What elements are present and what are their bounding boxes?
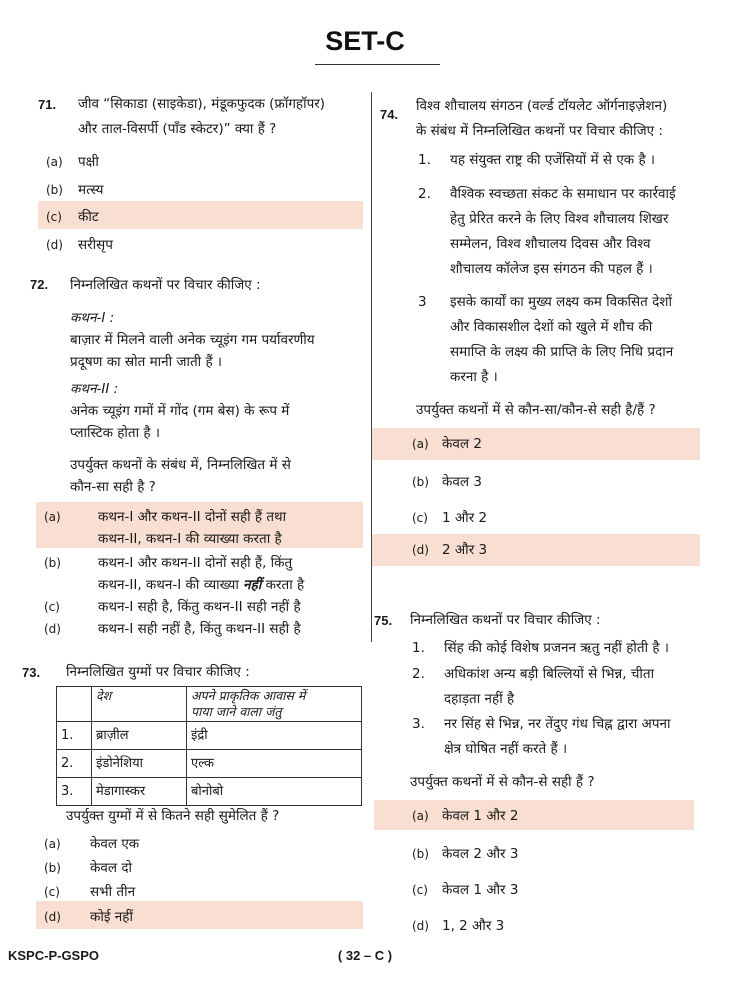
option-label: (a) <box>46 155 63 169</box>
statement-line: प्रदूषण का स्रोत मानी जाती हैं । <box>70 354 223 370</box>
question-number: 72. <box>30 277 49 292</box>
option-label: (a) <box>44 510 61 524</box>
question-ask <box>70 454 363 498</box>
header-line: पाया जाने वाला जंतु <box>191 704 282 719</box>
option-text: 1, 2 और 3 <box>442 918 505 934</box>
ask-line: उपर्युक्त कथनों में से कौन-सा/कौन-से सही है/हैं ? <box>416 402 656 418</box>
statement-number: 3. <box>412 716 425 732</box>
question-72 <box>30 274 363 637</box>
option-label: (c) <box>412 511 428 525</box>
statement-text <box>444 636 710 661</box>
statement-number: 1. <box>412 640 425 656</box>
statement-line: अनेक च्यूइंग गमों में गोंद (गम बेस) के रूप में <box>70 403 290 419</box>
row-animal: बोनोबो <box>187 778 362 806</box>
statement-title: कथन-I : <box>70 310 115 326</box>
option-text: 2 और 3 <box>442 542 488 558</box>
statement-line: समाप्ति के लक्ष्य की प्राप्ति के लिए निधि प्रदान <box>450 344 674 360</box>
row-animal: इंद्री <box>187 722 362 750</box>
row-num: 1. <box>57 722 92 750</box>
question-number: 75. <box>374 613 393 628</box>
option-b[interactable] <box>38 174 363 202</box>
option-label: (a) <box>44 837 61 851</box>
row-country: मेडागास्कर <box>92 778 187 806</box>
option-label: (d) <box>44 622 61 636</box>
option-text <box>98 506 286 550</box>
option-label: (b) <box>44 861 61 875</box>
ask-line: उपर्युक्त युग्मों में से कितने सही सुमेलित हैं ? <box>66 808 280 824</box>
option-text: केवल दो <box>90 860 132 876</box>
row-num: 3. <box>57 778 92 806</box>
question-73 <box>22 660 363 932</box>
question-number: 71. <box>38 97 57 112</box>
row-country: ब्राज़ील <box>92 722 187 750</box>
emphasis-nahin: नहीं <box>243 577 262 593</box>
table-header-animal <box>187 687 362 722</box>
statement-number: 3 <box>418 294 427 310</box>
statement-line: शौचालय कॉलेज इस संगठन की पहल हैं । <box>450 261 653 277</box>
question-stem <box>66 660 363 685</box>
option-text: केवल 1 और 3 <box>442 882 519 898</box>
option-text: सभी तीन <box>90 884 136 900</box>
option-text <box>98 552 304 596</box>
question-stem <box>70 274 363 296</box>
statement-line: प्लास्टिक होता है । <box>70 425 160 441</box>
ask-line: कौन-सा सही है ? <box>70 479 156 495</box>
page-title: SET-C <box>325 26 405 56</box>
option-a-highlighted[interactable] <box>372 428 700 460</box>
stem-line: निम्नलिखित कथनों पर विचार कीजिए : <box>410 612 601 628</box>
statement-line: यह संयुक्त राष्ट्र की एजेंसियों में से एक है । <box>450 152 656 168</box>
option-text: केवल एक <box>90 836 140 852</box>
statement-line: और विकासशील देशों को खुले में शौच की <box>450 319 653 335</box>
statement-number: 2. <box>412 666 425 682</box>
option-text: केवल 1 और 2 <box>442 808 519 824</box>
statement-1 <box>70 307 363 373</box>
pairs-table <box>56 686 362 806</box>
stem-line: और ताल-विसर्पी (पॉंड स्केटर)” क्या हैं ? <box>78 121 277 137</box>
statement-line: दहाड़ता नहीं है <box>444 691 515 707</box>
option-d-highlighted[interactable] <box>372 534 700 566</box>
statement-line: करना है । <box>450 369 498 385</box>
statement-text <box>444 712 710 762</box>
option-text: केवल 3 <box>442 474 482 490</box>
option-label: (b) <box>412 847 429 861</box>
stem-line: जीव “सिकाडा (साइकेडा), मंडूकफुदक (फ्रॉगहॉपर) <box>78 96 326 112</box>
statement-line: वैश्विक स्वच्छता संकट के समाधान पर कार्रवाई <box>450 186 676 202</box>
footer-code: KSPC-P-GSPO <box>8 948 100 963</box>
question-ask <box>416 398 710 423</box>
stem-line: निम्नलिखित युग्मों पर विचार कीजिए : <box>66 664 250 680</box>
option-text: पक्षी <box>78 154 99 170</box>
option-b[interactable] <box>374 838 710 866</box>
option-b[interactable] <box>380 466 710 494</box>
option-label: (d) <box>412 919 429 933</box>
statement-number: 1. <box>418 152 431 168</box>
option-c-highlighted[interactable] <box>38 201 363 229</box>
option-label: (c) <box>412 883 428 897</box>
statement-number: 2. <box>418 186 431 202</box>
question-75 <box>374 608 710 938</box>
option-line: कथन-I और कथन-II दोनों सही हैं तथा <box>98 509 287 525</box>
question-stem <box>78 92 363 142</box>
option-text: केवल 2 और 3 <box>442 846 519 862</box>
statement-text <box>450 182 710 282</box>
table-row <box>57 722 362 750</box>
question-stem <box>416 94 710 144</box>
option-a[interactable] <box>38 146 363 174</box>
option-label: (b) <box>412 475 429 489</box>
option-line: कथन-I और कथन-II दोनों सही हैं, किंतु <box>98 555 293 571</box>
option-d-highlighted[interactable] <box>36 901 363 929</box>
table-row <box>57 778 362 806</box>
stem-line: निम्नलिखित कथनों पर विचार कीजिए : <box>70 277 261 293</box>
option-label: (d) <box>412 543 429 557</box>
question-71 <box>38 92 363 260</box>
option-label: (d) <box>44 910 61 924</box>
option-a-highlighted[interactable] <box>374 800 694 830</box>
row-animal: एल्क <box>187 750 362 778</box>
ask-line: उपर्युक्त कथनों के संबंध में, निम्नलिखित में से <box>70 457 291 473</box>
option-label: (c) <box>44 600 60 614</box>
question-ask <box>410 770 710 795</box>
option-label: (a) <box>412 437 429 451</box>
option-label: (a) <box>412 809 429 823</box>
statement-line: हेतु प्रेरित करने के लिए विश्व शौचालय शिखर <box>450 211 669 227</box>
option-c[interactable] <box>380 502 710 530</box>
statement-title: कथन-II : <box>70 381 119 397</box>
option-c[interactable] <box>36 876 363 904</box>
option-d[interactable] <box>38 229 363 257</box>
question-number: 73. <box>22 665 41 680</box>
row-country: इंडोनेशिया <box>92 750 187 778</box>
option-line: करता है <box>261 577 305 593</box>
statement-line: सिंह की कोई विशेष प्रजनन ऋतु नहीं होती है । <box>444 640 669 656</box>
question-stem <box>410 608 710 633</box>
option-text: केवल 2 <box>442 436 482 452</box>
option-text: कीट <box>78 209 99 225</box>
statement-line: क्षेत्र घोषित नहीं करते हैं । <box>444 741 568 757</box>
question-74 <box>380 94 710 572</box>
table-header-row <box>57 687 362 722</box>
option-line: कथन-II, कथन-I की व्याख्या <box>98 577 244 593</box>
option-text: सरीसृप <box>78 237 113 253</box>
option-d[interactable] <box>36 614 363 642</box>
ask-line: उपर्युक्त कथनों में से कौन-से सही हैं ? <box>410 774 595 790</box>
title-underline <box>315 64 440 65</box>
statement-text <box>450 148 710 173</box>
footer-page-number: ( 32 – C ) <box>337 948 393 963</box>
option-label: (c) <box>44 885 60 899</box>
statement-2 <box>70 378 363 444</box>
statement-text <box>444 662 710 712</box>
stem-line: के संबंध में निम्नलिखित कथनों पर विचार कीजिए : <box>416 123 663 139</box>
option-text: कथन-I सही नहीं है, किंतु कथन-II सही है <box>98 621 301 637</box>
option-text: कथन-I सही है, किंतु कथन-II सही नहीं है <box>98 599 301 615</box>
row-num: 2. <box>57 750 92 778</box>
stem-line: विश्व शौचालय संगठन (वर्ल्ड टॉयलेट ऑर्गनाइज़ेशन) <box>416 98 668 114</box>
option-text: मत्स्य <box>78 182 104 198</box>
statement-line: इसके कार्यों का मुख्य लक्ष्य कम विकसित देशों <box>450 294 672 310</box>
statement-line: सम्मेलन, विश्व शौचालय दिवस और विश्व <box>450 236 651 252</box>
table-header-num <box>57 687 92 722</box>
option-label: (d) <box>46 238 63 252</box>
question-ask <box>66 804 363 829</box>
option-d[interactable] <box>374 910 710 938</box>
table-row <box>57 750 362 778</box>
option-label: (c) <box>46 210 62 224</box>
option-text: 1 और 2 <box>442 510 488 526</box>
statement-text <box>450 290 710 390</box>
option-b[interactable] <box>36 548 363 594</box>
statement-line: नर सिंह से भिन्न, नर तेंदुए गंध चिह्न द्वारा अपना <box>444 716 671 732</box>
statement-line: बाज़ार में मिलने वाली अनेक च्यूइंग गम पर्यावरणीय <box>70 332 315 348</box>
question-number: 74. <box>380 107 399 122</box>
option-label: (b) <box>46 183 63 197</box>
header-line: अपने प्राकृतिक आवास में <box>191 688 306 703</box>
option-c[interactable] <box>374 874 710 902</box>
option-a-highlighted[interactable] <box>36 502 363 548</box>
option-label: (b) <box>44 556 61 570</box>
statement-line: अधिकांश अन्य बड़ी बिल्लियों से भिन्न, चीता <box>444 666 655 682</box>
option-line: कथन-II, कथन-I की व्याख्या करता है <box>98 531 282 547</box>
option-text: कोई नहीं <box>90 909 133 925</box>
table-header-country: देश <box>92 687 187 722</box>
